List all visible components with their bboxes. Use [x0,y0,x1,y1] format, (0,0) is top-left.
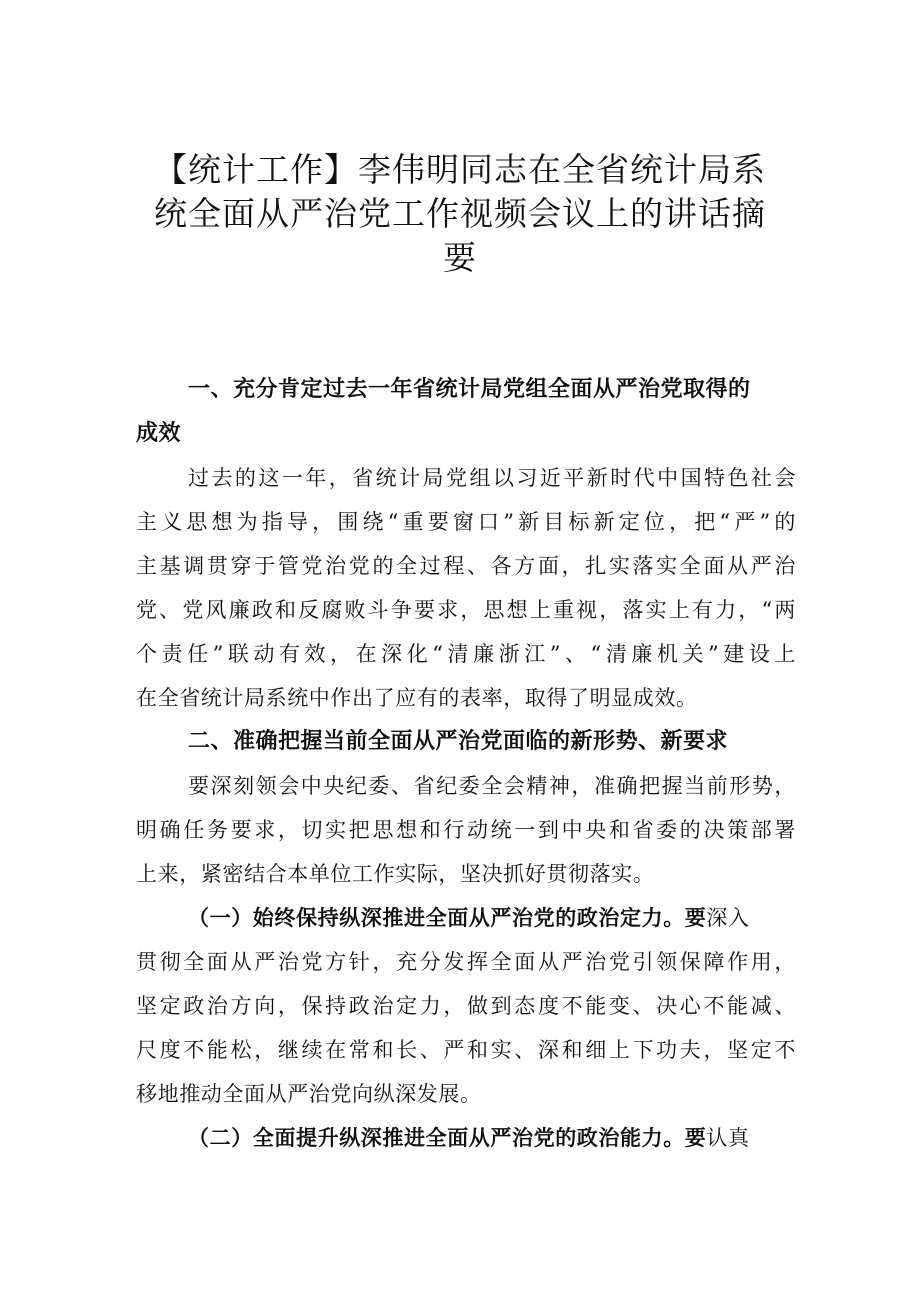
paragraph-line: 个责任”联动有效，在深化“清廉浙江”、“清廉机关”建设上 [136,642,796,666]
subsection-1-heading: （一）始终保持纵深推进全面从严治党的政治定力。要 [188,905,707,930]
paragraph-line: 上来，紧密结合本单位工作实际，坚决抓好贯彻落实。 [136,862,655,886]
paragraph-line: 坚定政治方向，保持政治定力，做到态度不能变、决心不能减、 [136,994,796,1018]
title-line: 统全面从严治党工作视频会议上的讲话摘 [154,194,766,233]
subsection-2-heading: （二）全面提升纵深推进全面从严治党的政治能力。要 [188,1125,707,1150]
paragraph-line: 移地推动全面从严治党向纵深发展。 [136,1082,482,1106]
subsection-1-first-line [136,896,796,940]
paragraph-line: 主基调贯穿于管党治党的全过程、各方面，扎实落实全面从严治 [136,554,796,578]
title-line: 【统计工作】李伟明同志在全省统计局系 [154,150,766,189]
paragraph-line: 在全省统计局系统中作出了应有的表率，取得了明显成效。 [136,686,698,710]
document-body [136,368,796,1160]
paragraph-line: 要深刻领会中央纪委、省纪委全会精神，准确把握当前形势， [188,774,796,798]
paragraph-line: 主义思想为指导，围绕“重要窗口”新目标新定位，把“严”的 [136,510,796,534]
paragraph-line: 贯彻全面从严治党方针，充分发挥全面从严治党引领保障作用， [136,950,796,974]
subsection-2-first-line [136,1116,796,1160]
section-1-heading: 一、充分肯定过去一年省统计局党组全面从严治党取得的 [188,377,751,402]
section-2-heading: 二、准确把握当前全面从严治党面临的新形势、新要求 [188,729,729,754]
paragraph-line: 过去的这一年，省统计局党组以习近平新时代中国特色社会 [188,466,796,490]
subsection-1-text-start: 深入 [706,906,750,930]
subsection-2-text-start: 认真 [706,1126,750,1150]
paragraph-line: 党、党风廉政和反腐败斗争要求，思想上重视，落实上有力，“两 [136,598,796,622]
paragraph-line: 尺度不能松，继续在常和长、严和实、深和细上下功夫，坚定不 [136,1038,796,1062]
paragraph-line: 明确任务要求，切实把思想和行动统一到中央和省委的决策部署 [136,818,796,842]
section-1-heading-continued: 成效 [136,421,182,446]
title-line: 要 [443,238,477,277]
document-title [130,148,790,280]
